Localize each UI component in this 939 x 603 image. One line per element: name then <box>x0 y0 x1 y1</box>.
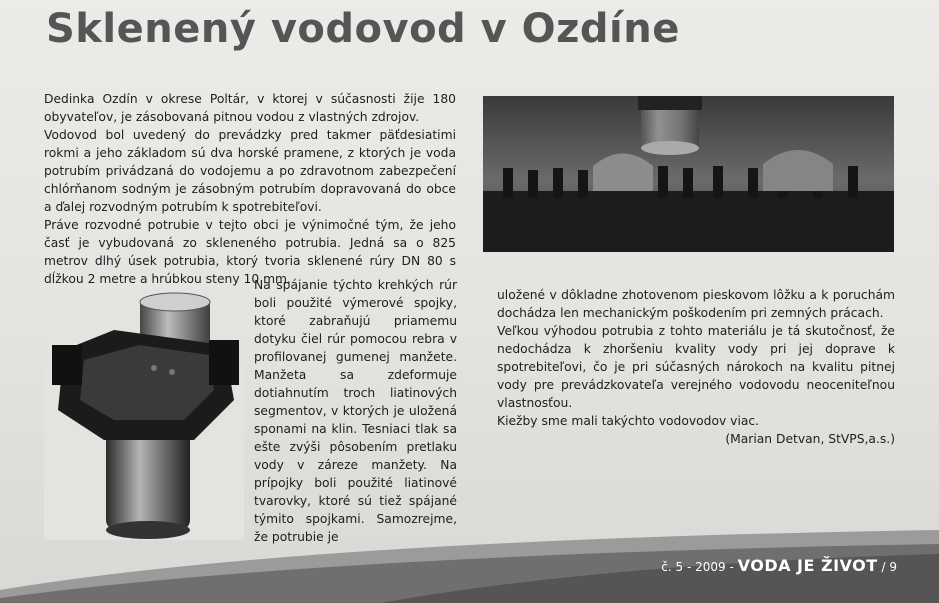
issue-number: č. 5 - 2009 - <box>661 560 734 574</box>
lead-paragraph-3: Práve rozvodné potrubie v tejto obci je výnimočné tým, že jeho časť je vybudovaná zo skleneného potrubia. Jedná sa o 825 metrov dlhý úsek potrubia, ktorý tvoria sklenené rúry DN 80 s dĺžkou 2 metre a hrúbkou steny 10 mm. <box>44 218 456 286</box>
right-paragraph-2: Veľkou výhodou potrubia z tohto materiálu je tá skutočnosť, že nedochádza k zhoršeniu kvality vody pri jej doprave k spotrebiteľovi, čo je pri súčasných nárokoch na kvalitu pitnej vody pre prevádzkovateľa verejného vodovodu neoceniteľnou vlastnosťou. <box>497 324 895 410</box>
glass-pipe-coupling-photo <box>483 96 894 252</box>
right-column <box>497 286 895 448</box>
middle-paragraph: Na spájanie týchto krehkých rúr boli použité výmerové spojky, ktoré zabraňujú priamemu dotyku čiel rúr pomocou rebra v profilovanej gumenej manžete. Manžeta sa zdeformuje dotiahnutím troch liatinových segmentov, v ktorých je uložená sponami na klin. Tesniaci tlak sa ešte zvýši pôsobením pretlaku vody v záreze manžety. Na prípojky boli použité liatinové tvarovky, ktoré sú tiež spájané týmito spojkami. Samozrejme, že potrubie je <box>254 278 457 544</box>
page-footer <box>661 556 897 575</box>
page-number: / 9 <box>881 560 897 574</box>
article-title: Sklenený vodovod v Ozdíne <box>46 6 680 52</box>
lead-paragraph-2: Vodovod bol uvedený do prevádzky pred takmer päťdesiatimi rokmi a jeho základom sú dva horské pramene, z ktorých je voda potrubím privádzaná do vodojemu a po zdravotnom zabezpečení chlórňanom sodným je zásobným potrubím dopravovaná do obce a ďalej rozvodným potrubím k spotrebiteľovi. <box>44 128 456 214</box>
right-paragraph-3: Kiežby sme mali takýchto vodovodov viac. <box>497 414 760 428</box>
lead-paragraph-1: Dedinka Ozdín v okrese Poltár, v ktorej v súčasnosti žije 180 obyvateľov, je zásobovaná pitnou vodou z vlastných zdrojov. <box>44 92 456 124</box>
middle-column <box>254 276 457 546</box>
coupling-assembly-photo <box>44 290 244 540</box>
right-paragraph-1: uložené v dôkladne zhotovenom pieskovom lôžku a k poruchám dochádza len mechanickým poškodením pri zemných prácach. <box>497 288 895 320</box>
magazine-name: VODA JE ŽIVOT <box>737 556 878 575</box>
lead-column <box>44 90 456 288</box>
author-signature: (Marian Detvan, StVPS,a.s.) <box>725 432 895 446</box>
